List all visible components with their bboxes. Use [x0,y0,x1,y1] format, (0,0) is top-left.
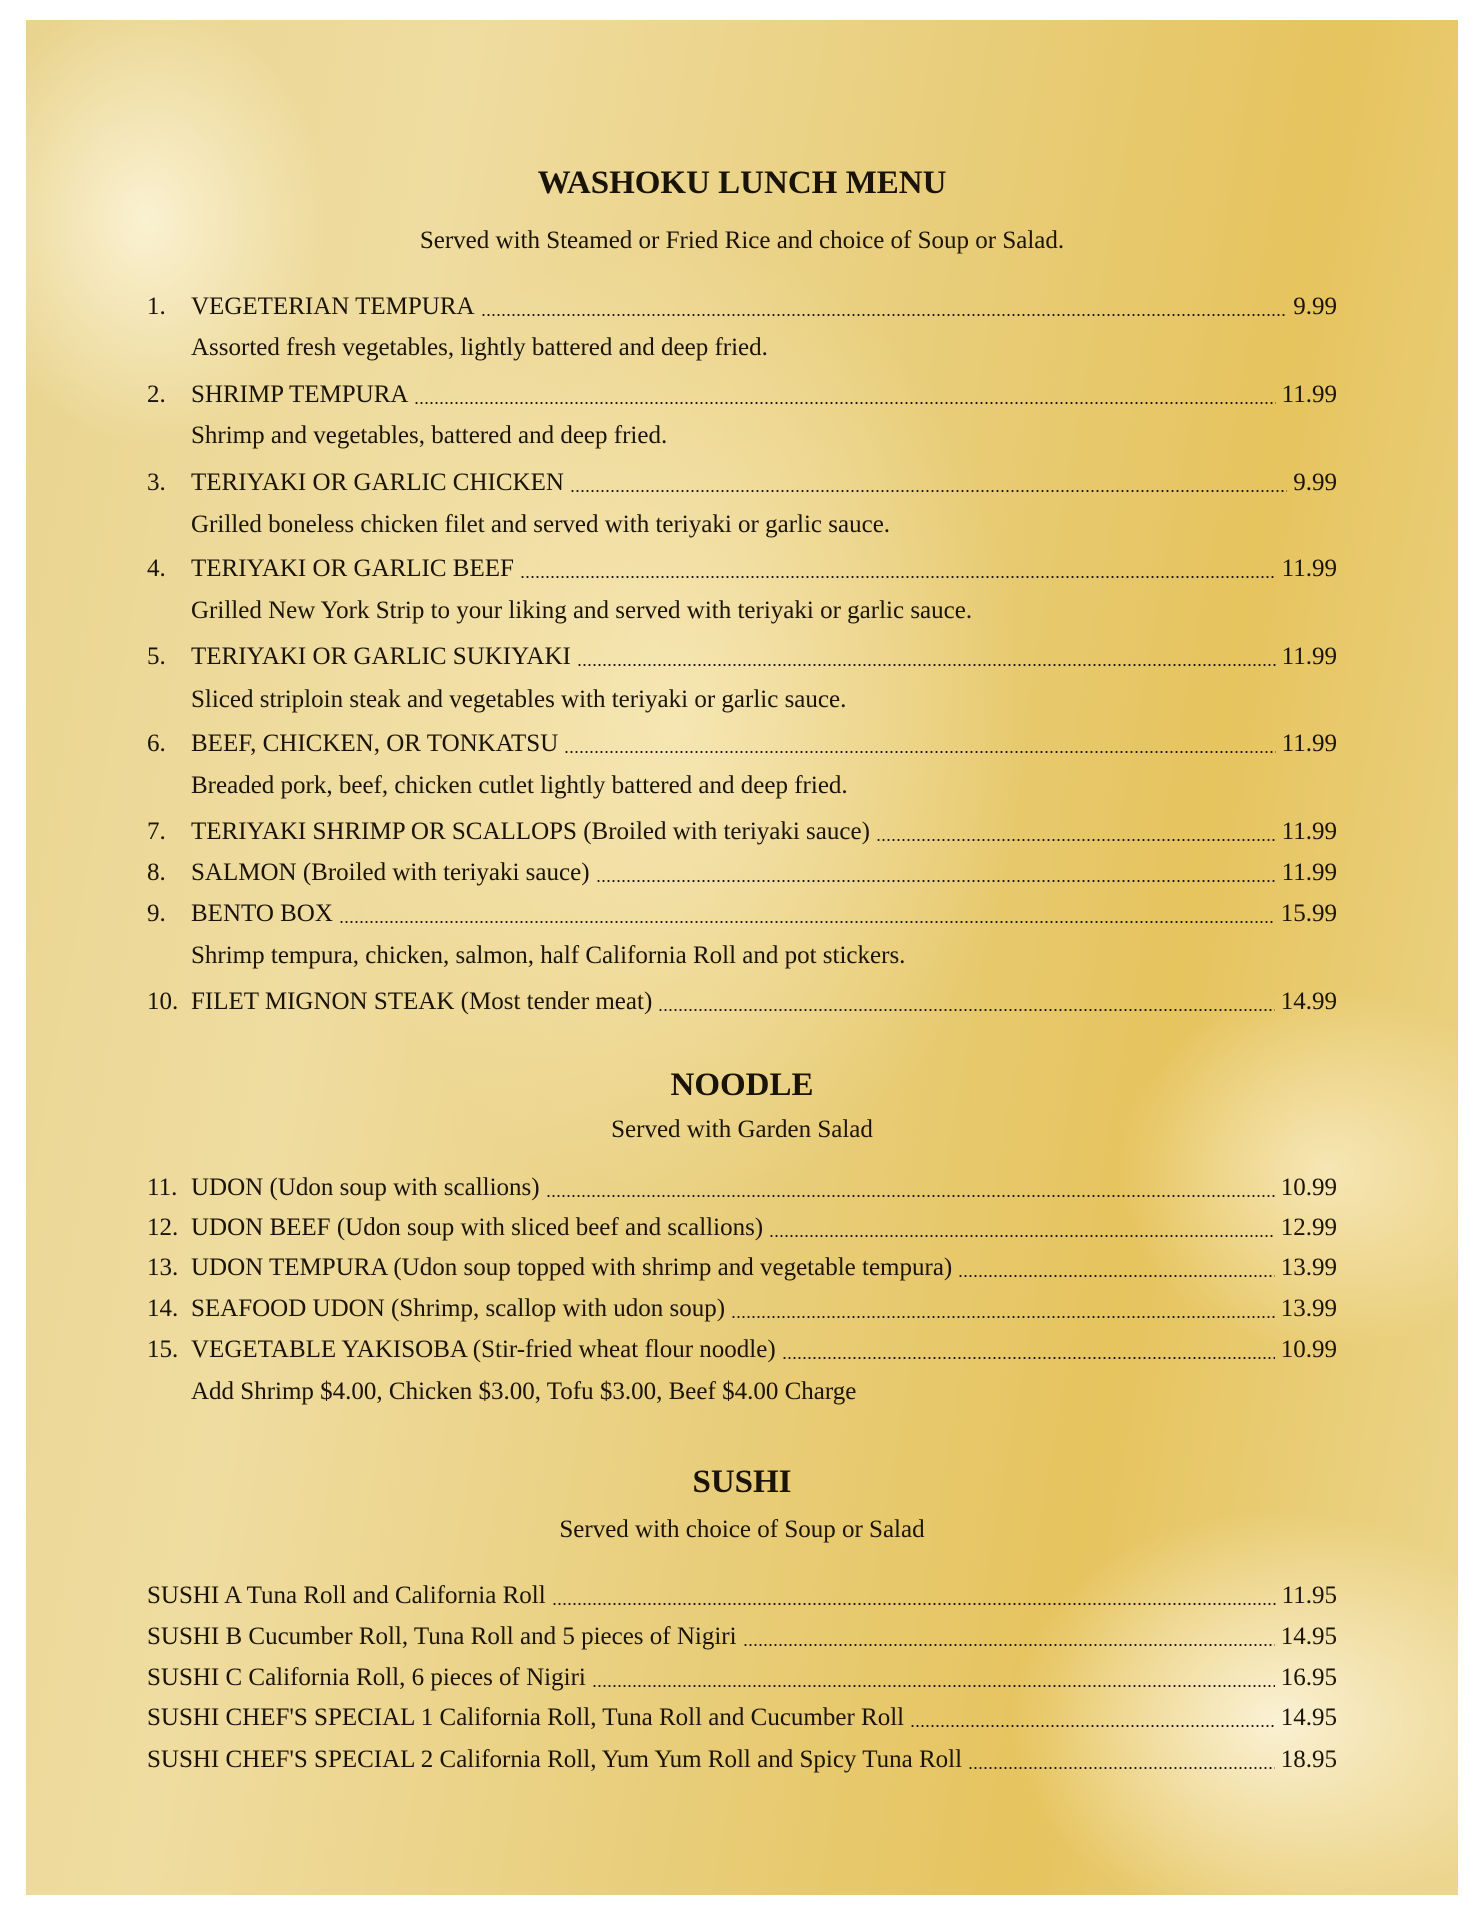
menu-item-row [147,1251,1337,1285]
item-price: 11.99 [1281,730,1337,757]
menu-item-row [147,1171,1337,1205]
item-name: SUSHI CHEF'S SPECIAL 2 California Roll, Yum Yum Roll and Spicy Tuna Roll [147,1746,963,1773]
item-price: 13.99 [1280,1295,1337,1322]
menu-item-row [147,727,1337,761]
dot-leader [546,1194,1275,1198]
item-number: 11. [147,1174,178,1201]
item-price: 18.95 [1280,1746,1337,1773]
item-name: TERIYAKI OR GARLIC CHICKEN [191,469,564,496]
item-price: 14.95 [1280,1704,1337,1731]
dot-leader [769,1234,1275,1238]
item-name: VEGETERIAN TEMPURA [191,293,475,320]
item-name: SEAFOOD UDON (Shrimp, scallop with udon soup) [191,1295,726,1322]
item-price: 11.99 [1281,818,1337,845]
item-price: 16.95 [1280,1664,1337,1691]
item-description: Grilled New York Strip to your liking and served with teriyaki or garlic sauce. [191,597,973,624]
menu-item-row [147,552,1337,586]
item-name: VEGETABLE YAKISOBA (Stir-fried wheat flour noodle) [191,1336,776,1363]
item-price: 14.99 [1280,988,1337,1015]
item-price: 13.99 [1280,1254,1337,1281]
item-name: SALMON (Broiled with teriyaki sauce) [191,859,590,886]
dot-leader [910,1724,1275,1728]
item-price: 11.99 [1281,859,1337,886]
item-name: SUSHI C California Roll, 6 pieces of Nigiri [147,1664,586,1691]
dot-leader [552,1602,1276,1606]
dot-leader [564,750,1275,754]
item-name: TERIYAKI OR GARLIC SUKIYAKI [191,643,571,670]
menu-item-row [147,290,1337,324]
item-number: 8. [147,859,166,886]
item-description: Shrimp and vegetables, battered and deep fried. [191,422,668,449]
item-name: SUSHI CHEF'S SPECIAL 1 California Roll, Tuna Roll and Cucumber Roll [147,1704,905,1731]
dot-leader [743,1643,1275,1647]
sushi-subtitle: Served with choice of Soup or Salad [559,1516,925,1543]
item-description: Assorted fresh vegetables, lightly battered and deep fried. [191,334,768,361]
item-number: 5. [147,643,166,670]
item-name: SUSHI B Cucumber Roll, Tuna Roll and 5 pieces of Nigiri [147,1623,737,1650]
item-name: UDON BEEF (Udon soup with sliced beef and scallions) [191,1214,764,1241]
item-name: BENTO BOX [191,900,333,927]
item-price: 10.99 [1280,1336,1337,1363]
menu-item-row [147,1211,1337,1245]
item-name: TERIYAKI OR GARLIC BEEF [191,555,514,582]
lunch-title: WASHOKU LUNCH MENU [537,165,947,201]
noodle-title: NOODLE [670,1067,814,1103]
item-name: BEEF, CHICKEN, OR TONKATSU [191,730,559,757]
item-description: Sliced striploin steak and vegetables with teriyaki or garlic sauce. [191,686,847,713]
dot-leader [592,1684,1275,1688]
dot-leader [968,1766,1275,1770]
item-number: 6. [147,730,166,757]
item-number: 1. [147,293,166,320]
menu-page [26,20,1458,1895]
menu-item-row [147,1620,1337,1654]
item-price: 9.99 [1293,469,1337,496]
item-number: 14. [147,1295,179,1322]
item-number: 12. [147,1214,179,1241]
item-number: 9. [147,900,166,927]
menu-item-row [147,897,1337,931]
dot-leader [520,575,1276,579]
item-number: 2. [147,381,166,408]
sushi-title: SUSHI [692,1464,792,1500]
dot-leader [596,879,1276,883]
item-number: 10. [147,988,179,1015]
dot-leader [782,1356,1275,1360]
dot-leader [339,920,1275,924]
menu-item-row [147,985,1337,1019]
noodle-subtitle: Served with Garden Salad [611,1116,873,1143]
item-price: 11.99 [1281,381,1337,408]
item-price: 12.99 [1280,1214,1337,1241]
dot-leader [570,489,1287,493]
dot-leader [577,663,1276,667]
menu-item-row [147,378,1337,412]
item-name: SHRIMP TEMPURA [191,381,409,408]
item-number: 4. [147,555,166,582]
dot-leader [658,1008,1274,1012]
item-name: UDON TEMPURA (Udon soup topped with shrimp and vegetable tempura) [191,1254,953,1281]
menu-item-row [147,856,1337,890]
item-price: 14.95 [1280,1623,1337,1650]
item-description: Shrimp tempura, chicken, salmon, half California Roll and pot stickers. [191,942,906,969]
menu-item-row [147,1701,1337,1735]
dot-leader [876,838,1276,842]
menu-item-row [147,1743,1337,1777]
item-number: 7. [147,818,166,845]
menu-item-row [147,1661,1337,1695]
item-number: 3. [147,469,166,496]
item-number: 15. [147,1336,179,1363]
menu-item-row [147,1292,1337,1326]
menu-item-row [147,640,1337,674]
item-price: 11.99 [1281,555,1337,582]
menu-item-row [147,1333,1337,1367]
item-description: Breaded pork, beef, chicken cutlet lightly battered and deep fried. [191,772,848,799]
menu-item-row [147,815,1337,849]
item-price: 11.99 [1281,643,1337,670]
item-name: UDON (Udon soup with scallions) [191,1174,540,1201]
item-price: 11.95 [1281,1582,1337,1609]
item-number: 13. [147,1254,179,1281]
item-description: Grilled boneless chicken filet and served with teriyaki or garlic sauce. [191,511,891,538]
item-name: TERIYAKI SHRIMP OR SCALLOPS (Broiled with teriyaki sauce) [191,818,870,845]
dot-leader [731,1315,1275,1319]
menu-item-row [147,1579,1337,1613]
menu-item-row [147,466,1337,500]
dot-leader [481,313,1288,317]
item-name: FILET MIGNON STEAK (Most tender meat) [191,988,653,1015]
item-price: 15.99 [1280,900,1337,927]
item-name: SUSHI A Tuna Roll and California Roll [147,1582,546,1609]
item-price: 9.99 [1293,293,1337,320]
lunch-subtitle: Served with Steamed or Fried Rice and choice of Soup or Salad. [419,227,1065,254]
noodle-note: Add Shrimp $4.00, Chicken $3.00, Tofu $3.00, Beef $4.00 Charge [191,1378,857,1405]
item-price: 10.99 [1280,1174,1337,1201]
dot-leader [414,401,1275,405]
dot-leader [958,1274,1275,1278]
